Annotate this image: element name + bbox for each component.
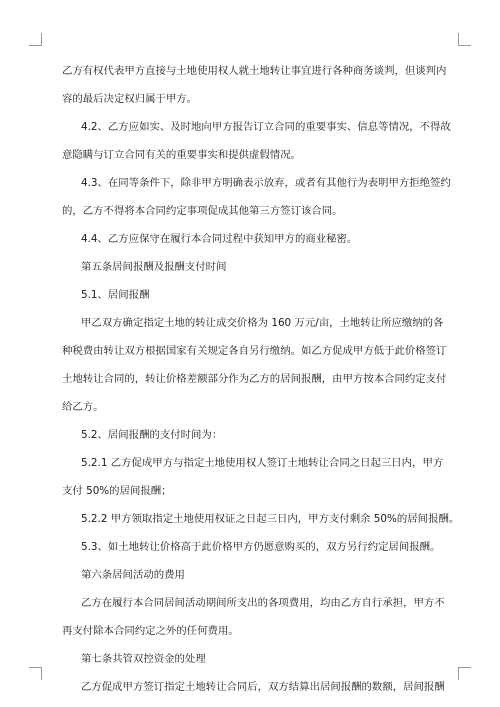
clause-5-1-line: 甲乙双方确定指定土地的转让成交价格为 160 万元/亩，土地转让所应缴纳的各 (81, 317, 444, 329)
clause-5-2-heading: 5.2、居间报酬的支付时间为： (81, 429, 223, 441)
clause-5-1-heading: 5.1、居间报酬 (81, 289, 150, 301)
section-5-heading: 第五条居间报酬及报酬支付时间 (81, 261, 227, 273)
clause-4-3-line: 4.3、在同等条件下，除非甲方明确表示放弃，或者有其他行为表明甲方拒绝签约 (81, 177, 451, 189)
clause-5-2-1-line: 5.2.1 乙方促成甲方与指定土地使用权人签订土地转让合同之日起三日内，甲方 (81, 457, 444, 469)
section-6-heading: 第六条居间活动的费用 (81, 569, 185, 581)
section-7-line: 乙方促成甲方签订指定土地转让合同后，双方结算出居间报酬的数额，居间报酬 (81, 681, 445, 693)
clause-5-1-line: 土地转让合同的，转让价格差额部分作为乙方的居间报酬，由甲方按本合同约定支付 (62, 373, 447, 385)
paragraph-line: 容的最后决定权归属于甲方。 (62, 93, 198, 105)
section-6-line: 乙方在履行本合同居间活动期间所支出的各项费用，均由乙方自行承担，甲方不 (81, 597, 445, 609)
clause-4-2-line: 意隐瞒与订立合同有关的重要事实和提供虚假情况。 (62, 149, 301, 161)
paragraph-line: 乙方有权代表甲方直接与土地使用权人就土地转让事宜进行各种商务谈判，但谈判内 (62, 65, 447, 77)
clause-5-1-line: 给乙方。 (62, 401, 104, 413)
clause-4-3-line: 的，乙方不得将本合同约定事项促成其他第三方签订该合同。 (62, 205, 343, 217)
page-corner-mark-top-left (29, 33, 42, 46)
clause-4-2-line: 4.2、乙方应如实、及时地向甲方报告订立合同的重要事实、信息等情况，不得故 (81, 121, 451, 133)
section-6-line: 再支付除本合同约定之外的任何费用。 (62, 625, 239, 637)
clause-5-2-1-line: 支付 50%的居间报酬； (62, 485, 172, 497)
clause-4-4-line: 4.4、乙方应保守在履行本合同过程中获知甲方的商业秘密。 (81, 233, 358, 245)
section-7-heading: 第七条共管双控资金的处理 (81, 653, 206, 665)
clause-5-2-2-line: 5.2.2 甲方领取指定土地使用权证之日起三日内，甲方支付剩余 50%的居间报酬。 (81, 513, 460, 525)
clause-5-1-line: 种税费由转让双方根据国家有关规定各自另行缴纳。如乙方促成甲方低于此价格签订 (62, 345, 447, 357)
clause-5-3-line: 5.3、如土地转让价格高于此价格甲方仍愿意购买的，双方另行约定居间报酬。 (81, 541, 441, 553)
page-corner-mark-bottom-right (458, 667, 471, 680)
page-corner-mark-top-right (458, 33, 471, 46)
page-corner-mark-bottom-left (29, 667, 42, 680)
